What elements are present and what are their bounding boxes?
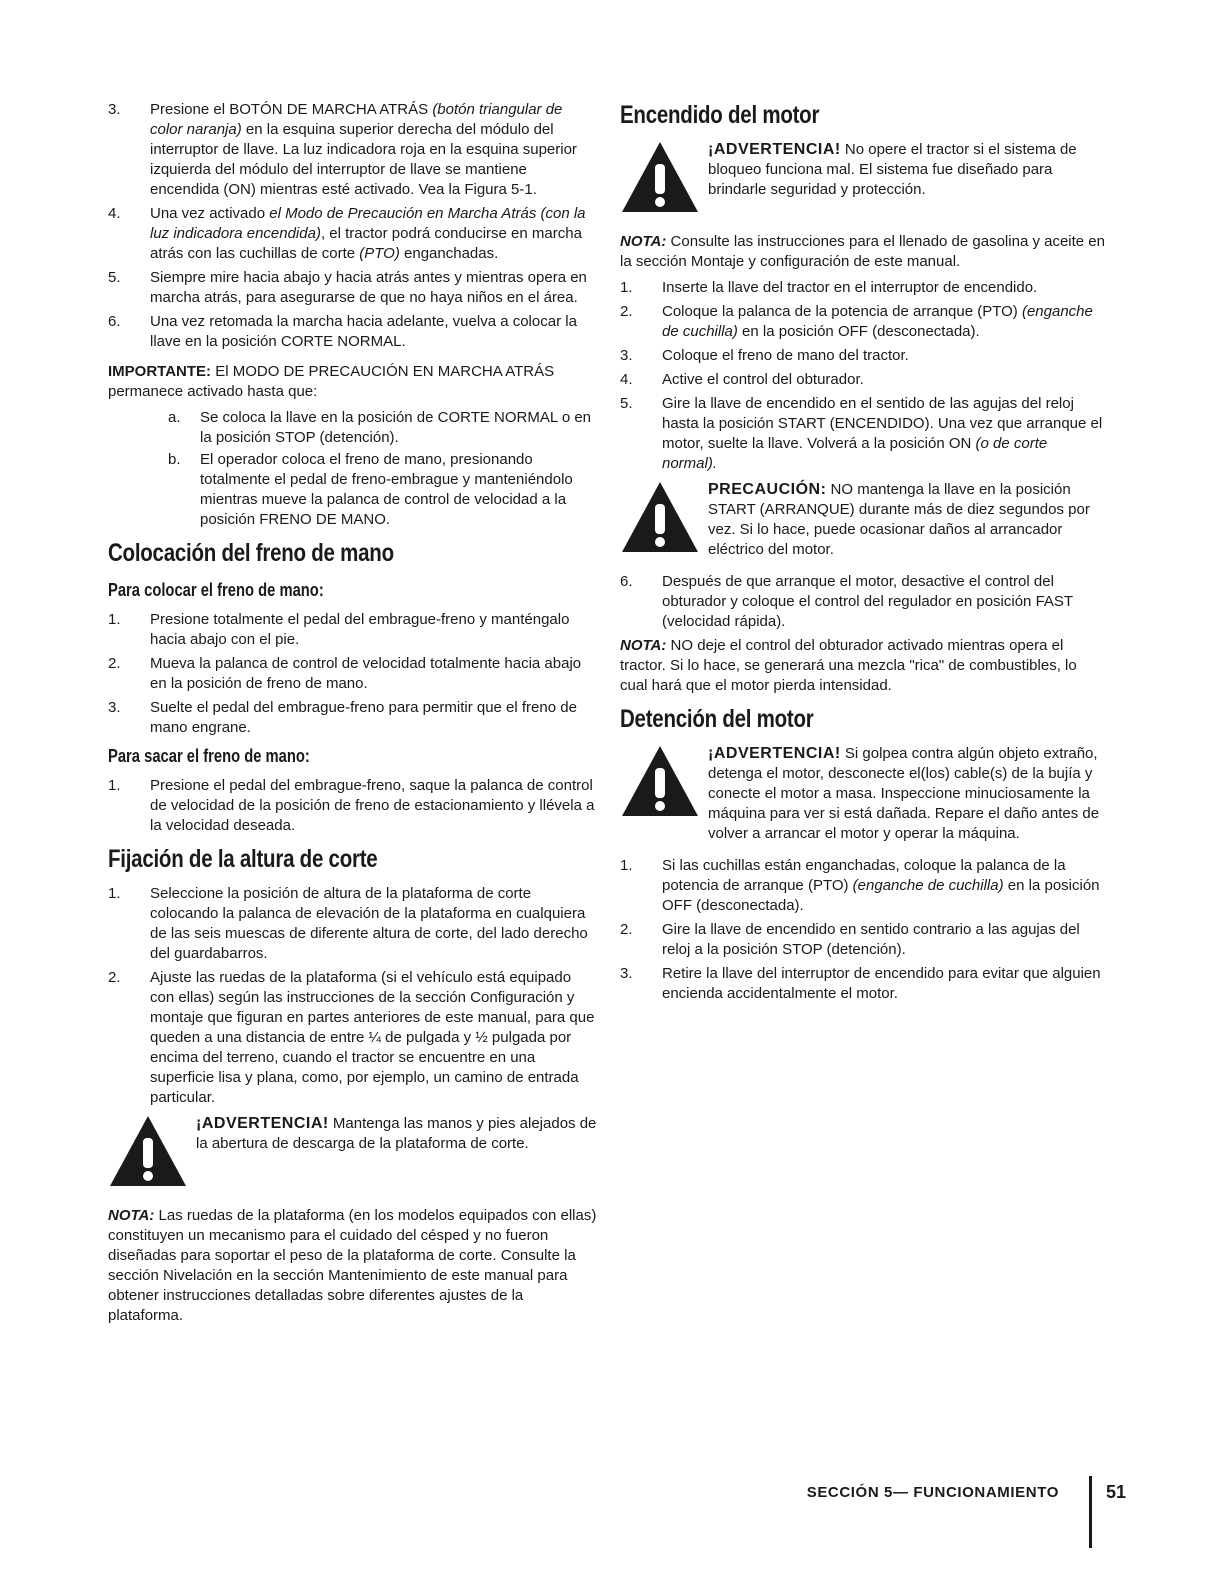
sub-list-item [108, 408, 598, 448]
list-item-number: 3. [108, 699, 121, 716]
list-item-number: 1. [108, 777, 121, 794]
detencion-steps [620, 856, 1105, 1004]
nota-obturador [620, 636, 1105, 696]
list-item-text: (PTO) [359, 245, 400, 262]
list-item-text: en la posición OFF (desconectada). [662, 877, 1100, 914]
list-item-text: Inserte la llave del tractor en el interruptor de encendido. [662, 279, 1038, 296]
list-item-text: Si las cuchillas están enganchadas, coloque la palanca de la potencia de arranque (PTO) [662, 857, 1066, 894]
footer-section-title: SECCIÓN 5— FUNCIONAMIENTO [806, 1484, 1059, 1501]
list-item-number: 1. [108, 611, 121, 628]
list-item [108, 776, 598, 836]
list-item-text: Gire la llave de encendido en el sentido de las agujas del reloj hasta la posición START (ENCENDIDO). Una vez que arranque el motor, suelte la llave. Volverá a la posición ON [662, 395, 1103, 452]
list-item-text: Presione totalmente el pedal del embrague-freno y manténgalo hacia abajo con el pie. [150, 611, 570, 648]
list-item-number: 1. [620, 279, 633, 296]
list-item-text: Después de que arranque el motor, desactive el control del obturador y coloque el control del regulador en posición FAST (velocidad rápida). [662, 573, 1073, 630]
list-item [620, 302, 1105, 342]
section-heading-encendido: Encendido del motor [620, 101, 820, 129]
list-item [108, 654, 598, 694]
list-item [620, 856, 1105, 916]
list-item-text: en la esquina superior derecha del módulo del interruptor de llave. La luz indicadora roja en la esquina superior izquierda del módulo del interruptor de llave se mantiene encendida (ON) mientras esté activado. Vea la Figura 5-1. [150, 121, 577, 198]
list-item [108, 204, 598, 264]
caution-text: NO mantenga la llave en la posición START (ARRANQUE) durante más de diez segundos por vez. Si lo hace, puede ocasionar daños al arrancador eléctrico del motor. [708, 481, 1090, 558]
list-item-text: (o de corte normal). [662, 435, 1048, 472]
warning-triangle-icon [620, 140, 700, 214]
nota-text: Las ruedas de la plataforma (en los modelos equipados con ellas) constituyen un mecanismo para el cuidado del césped y no fueron diseñadas para soportar el peso de la plataforma de corte. Consulte la sección Nivelación en la sección Mantenimiento de este manual para obtener instrucciones detalladas sobre diferentes ajustes de la plataforma. [108, 1207, 597, 1324]
sub-list-item-letter: a. [168, 409, 181, 426]
list-item-text: Seleccione la posición de altura de la plataforma de corte colocando la palanca de elevación de la plataforma en cualquiera de las seis muescas de diferente altura de corte, del lado derecho del guardabarros. [150, 885, 588, 962]
list-item-text: Una vez retomada la marcha hacia adelante, vuelva a colocar la llave en la posición CORTE NORMAL. [150, 313, 577, 350]
encendido-steps-continued [620, 572, 1105, 632]
sub-list-item [108, 450, 598, 530]
list-item-text: Active el control del obturador. [662, 371, 864, 388]
list-item-number: 1. [108, 885, 121, 902]
sub-list-item-text: El operador coloca el freno de mano, presionando totalmente el pedal de freno-embrague y manteniéndolo mientras mueve la palanca de control de velocidad a la posición FRENO DE MANO. [200, 451, 573, 528]
list-item-text: (enganche de cuchilla) [662, 303, 1093, 340]
list-item [620, 346, 1105, 366]
caution-label: PRECAUCIÓN: [708, 481, 827, 498]
nota-label: NOTA: [620, 233, 667, 250]
warning-text: Si golpea contra algún objeto extraño, detenga el motor, desconecte el(los) cable(s) de la bujía y conecte el motor a masa. Inspeccione minuciosamente la máquina para ver si está dañada. Repare el daño antes de volver a arrancar el motor y operar la máquina. [708, 745, 1100, 842]
list-item-text: Siempre mire hacia abajo y hacia atrás antes y mientras opera en marcha atrás, para asegurarse de que no haya niños en el área. [150, 269, 587, 306]
sub-list-item-text: Se coloca la llave en la posición de CORTE NORMAL o en la posición STOP (detención). [200, 409, 592, 446]
list-item-text: Mueva la palanca de control de velocidad totalmente hacia abajo en la posición de freno de mano. [150, 655, 582, 692]
list-item-text: Una vez activado [150, 205, 270, 222]
list-item-text: Coloque la palanca de la potencia de arranque (PTO) [662, 303, 1022, 320]
sub-list-item-letter: b. [168, 451, 181, 468]
list-item [620, 572, 1105, 632]
list-item [620, 370, 1105, 390]
list-item-text: Retire la llave del interruptor de encendido para evitar que alguien encienda accidentalmente el motor. [662, 965, 1101, 1002]
warning-triangle-icon [108, 1114, 188, 1188]
warning-label: ¡ADVERTENCIA! [708, 745, 841, 762]
list-item-number: 3. [108, 101, 121, 118]
importante-note [108, 362, 598, 402]
list-item-text: enganchadas. [399, 245, 499, 262]
list-item [108, 268, 598, 308]
list-item-text: el Modo de Precaución en Marcha Atrás (con la luz indicadora encendida) [150, 205, 586, 242]
list-item-text: Gire la llave de encendido en sentido contrario a las agujas del reloj a la posición STOP (detención). [662, 921, 1080, 958]
list-item-text: Presione el pedal del embrague-freno, saque la palanca de control de velocidad de la posición de freno de estacionamiento y llévela a la velocidad deseada. [150, 777, 595, 834]
warning-label: ¡ADVERTENCIA! [708, 141, 841, 158]
nota-text: Consulte las instrucciones para el llenado de gasolina y aceite en la sección Montaje y configuración de este manual. [620, 233, 1105, 270]
list-item [108, 312, 598, 352]
list-item-text: Suelte el pedal del embrague-freno para permitir que el freno de mano engrane. [150, 699, 577, 736]
section-heading-freno: Colocación del freno de mano [108, 539, 394, 567]
list-item-number: 2. [620, 921, 633, 938]
warning-triangle-icon [620, 480, 700, 554]
list-item [620, 920, 1105, 960]
nota-ruedas [108, 1206, 598, 1326]
left-column [108, 100, 598, 1326]
list-item-text: (botón triangular de color naranja) [150, 101, 563, 138]
nota-text: NO deje el control del obturador activado mientras opera el tractor. Si lo hace, se generará una mezcla "rica" de combustibles, lo cual hará que el motor pierda intensidad. [620, 637, 1077, 694]
list-item [108, 610, 598, 650]
list-item-number: 4. [620, 371, 633, 388]
list-item-text: , el tractor podrá conducirse en marcha atrás con las cuchillas de corte [150, 225, 582, 262]
warning-bloqueo [620, 140, 1105, 220]
altura-steps [108, 884, 598, 1108]
list-item [620, 278, 1105, 298]
nota-gasolina [620, 232, 1105, 272]
section-heading-altura: Fijación de la altura de corte [108, 845, 378, 873]
page-number: 51 [1105, 1482, 1126, 1502]
importante-text: El MODO DE PRECAUCIÓN EN MARCHA ATRÁS permanece activado hasta que: [108, 363, 555, 400]
list-item-number: 3. [620, 347, 633, 364]
list-item-number: 5. [620, 395, 633, 412]
warning-text: Mantenga las manos y pies alejados de la abertura de descarga de la plataforma de corte. [196, 1115, 597, 1152]
nota-label: NOTA: [108, 1207, 155, 1224]
list-item-number: 6. [620, 573, 633, 590]
caution-arranque [620, 480, 1105, 560]
list-item-text: en la posición OFF (desconectada). [737, 323, 980, 340]
sacar-steps [108, 776, 598, 836]
list-item-number: 6. [108, 313, 121, 330]
subheading-colocar: Para colocar el freno de mano: [108, 580, 324, 600]
list-item-number: 3. [620, 965, 633, 982]
importante-conditions [108, 408, 598, 530]
list-item-text: Ajuste las ruedas de la plataforma (si el vehículo está equipado con ellas) según las instrucciones de la sección Configuración y montaje que figuran en partes anteriores de este manual, para que queden a una distancia de entre ¼ de pulgada y ½ pulgada por encima del terreno, cuando el tractor se encuentre en una superficie lisa y plana, como, por ejemplo, un camino de entrada particular. [150, 969, 595, 1106]
colocar-steps [108, 610, 598, 738]
list-item-text: Presione el BOTÓN DE MARCHA ATRÁS [150, 101, 433, 118]
list-item-text: Coloque el freno de mano del tractor. [662, 347, 909, 364]
list-item-number: 5. [108, 269, 121, 286]
warning-objeto [620, 744, 1105, 844]
page-footer [807, 1476, 1126, 1548]
list-item-text: (enganche de cuchilla) [852, 877, 1004, 894]
right-column [620, 100, 1105, 1008]
list-item [108, 698, 598, 738]
list-item-number: 4. [108, 205, 121, 222]
section-heading-detencion: Detención del motor [620, 705, 814, 733]
subheading-sacar: Para sacar el freno de mano: [108, 746, 310, 766]
importante-label: IMPORTANTE: [108, 363, 212, 380]
footer-divider [1089, 1476, 1092, 1548]
list-item [620, 394, 1105, 474]
reverse-mode-steps [108, 100, 598, 352]
list-item-number: 2. [108, 969, 121, 986]
warning-label: ¡ADVERTENCIA! [196, 1115, 329, 1132]
list-item [108, 100, 598, 200]
list-item-number: 2. [108, 655, 121, 672]
list-item-number: 1. [620, 857, 633, 874]
warning-triangle-icon [620, 744, 700, 818]
warning-manos [108, 1114, 598, 1194]
list-item [108, 968, 598, 1108]
list-item [620, 964, 1105, 1004]
warning-text: No opere el tractor si el sistema de bloqueo funciona mal. El sistema fue diseñado para brindarle seguridad y protección. [708, 141, 1077, 198]
list-item [108, 884, 598, 964]
nota-label: NOTA: [620, 637, 667, 654]
encendido-steps [620, 278, 1105, 474]
list-item-number: 2. [620, 303, 633, 320]
